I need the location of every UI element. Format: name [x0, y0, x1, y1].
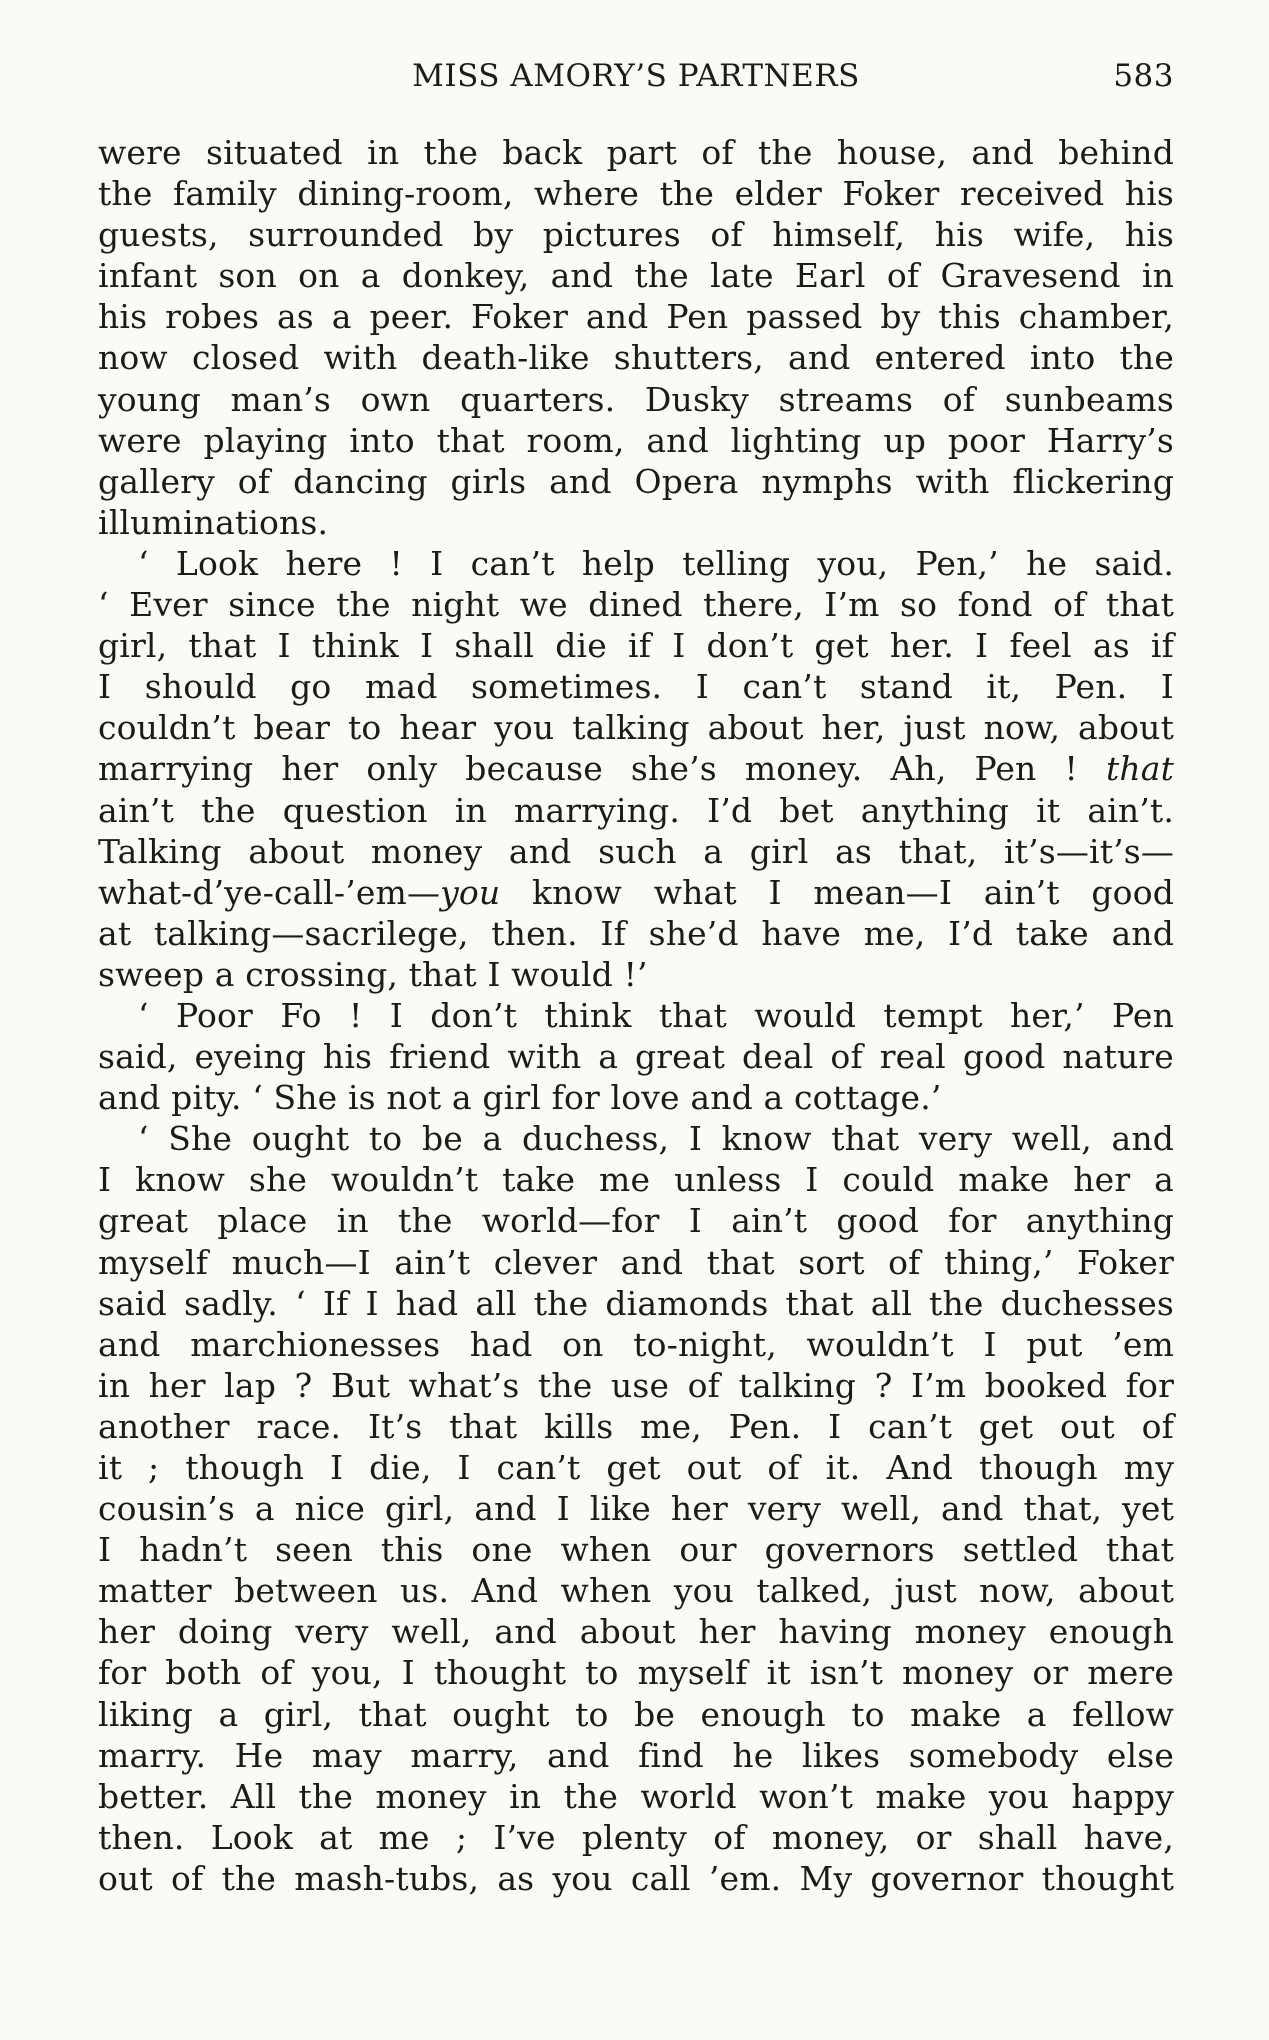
italic-text: you [440, 872, 501, 912]
text-line: his robes as a peer. Foker and Pen passed by this chamber, [98, 297, 1174, 337]
italic-text: that [1105, 749, 1174, 789]
running-head [98, 58, 1174, 98]
text-line: ‘ Look here ! I can’t help telling you, Pen,’ he said. [138, 543, 1174, 583]
text-line: and pity. ‘ She is not a girl for love and a cottage.’ [98, 1078, 942, 1118]
text-line: out of the mash-tubs, as you call ’em. My governor thought [98, 1858, 1174, 1898]
running-title: MISS AMORY’S PARTNERS [412, 58, 860, 94]
text-line: girl, that I think I shall die if I don’t get her. I feel as if [98, 626, 1174, 666]
text-line: great place in the world—for I ain’t good for anything [98, 1201, 1174, 1241]
text-line: cousin’s a nice girl, and I like her very well, and that, yet [98, 1489, 1174, 1529]
text-line: it ; though I die, I can’t get out of it. And though my [98, 1448, 1174, 1487]
text-line: in her lap ? But what’s the use of talking ? I’m booked for [98, 1365, 1174, 1405]
text-line: myself much—I ain’t clever and that sort of thing,’ Foker [98, 1242, 1174, 1282]
text-line: infant son on a donkey, and the late Earl of Gravesend in [98, 256, 1174, 296]
text-line [98, 872, 1174, 913]
text-line: I know she wouldn’t take me unless I could make her a [98, 1160, 1174, 1200]
text-line: liking a girl, that ought to be enough to make a fellow [98, 1694, 1174, 1734]
text-line: better. All the money in the world won’t make you happy [98, 1776, 1174, 1816]
text-line: her doing very well, and about her having money enough [98, 1612, 1174, 1652]
text-line: were situated in the back part of the house, and behind [98, 133, 1174, 172]
text-line: gallery of dancing girls and Opera nymphs with flickering [98, 461, 1174, 501]
text-line: marry. He may marry, and find he likes somebody else [98, 1735, 1174, 1775]
text-line: for both of you, I thought to myself it isn’t money or mere [98, 1653, 1174, 1693]
body-text [98, 132, 1174, 1899]
text-line: ‘ She ought to be a duchess, I know that very well, and [138, 1119, 1174, 1159]
text-line: ain’t the question in marrying. I’d bet anything it ain’t. [98, 790, 1174, 830]
text-line: said, eyeing his friend with a great deal of real good nature [98, 1037, 1174, 1077]
text-line: guests, surrounded by pictures of himself, his wife, his [98, 215, 1174, 255]
text-run: know what I mean—I ain’t good [500, 872, 1174, 912]
text-line: now closed with death-like shutters, and entered into the [98, 338, 1174, 378]
text-line: and marchionesses had on to-night, wouldn’t I put ’em [98, 1324, 1174, 1364]
text-line: couldn’t bear to hear you talking about her, just now, about [98, 708, 1174, 748]
text-run: marrying her only because she’s money. Ah, Pen ! [98, 749, 1106, 789]
text-line: Talking about money and such a girl as that, it’s—it’s— [98, 831, 1174, 871]
text-line: then. Look at me ; I’ve plenty of money, or shall have, [98, 1817, 1174, 1857]
text-line: matter between us. And when you talked, just now, about [98, 1571, 1174, 1611]
text-line: I hadn’t seen this one when our governors settled that [98, 1530, 1174, 1570]
text-line: said sadly. ‘ If I had all the diamonds that all the duchesses [98, 1283, 1174, 1323]
text-line: the family dining-room, where the elder Foker received his [98, 174, 1174, 214]
text-line: illuminations. [98, 502, 329, 542]
text-line: sweep a crossing, that I would !’ [98, 954, 648, 994]
text-line: I should go mad sometimes. I can’t stand it, Pen. I [98, 667, 1174, 707]
page-number: 583 [1113, 58, 1174, 94]
text-line: were playing into that room, and lighting up poor Harry’s [98, 420, 1174, 460]
text-line: ‘ Poor Fo ! I don’t think that would tempt her,’ Pen [138, 995, 1174, 1035]
text-line: ‘ Ever since the night we dined there, I’m so fond of that [98, 585, 1174, 625]
text-line: at talking—sacrilege, then. If she’d have me, I’d take and [98, 913, 1174, 953]
text-line: young man’s own quarters. Dusky streams of sunbeams [98, 379, 1174, 419]
text-line: another race. It’s that kills me, Pen. I can’t get out of [98, 1406, 1174, 1446]
text-line [98, 748, 1174, 789]
text-run: what-d’ye-call-’em— [98, 872, 441, 912]
